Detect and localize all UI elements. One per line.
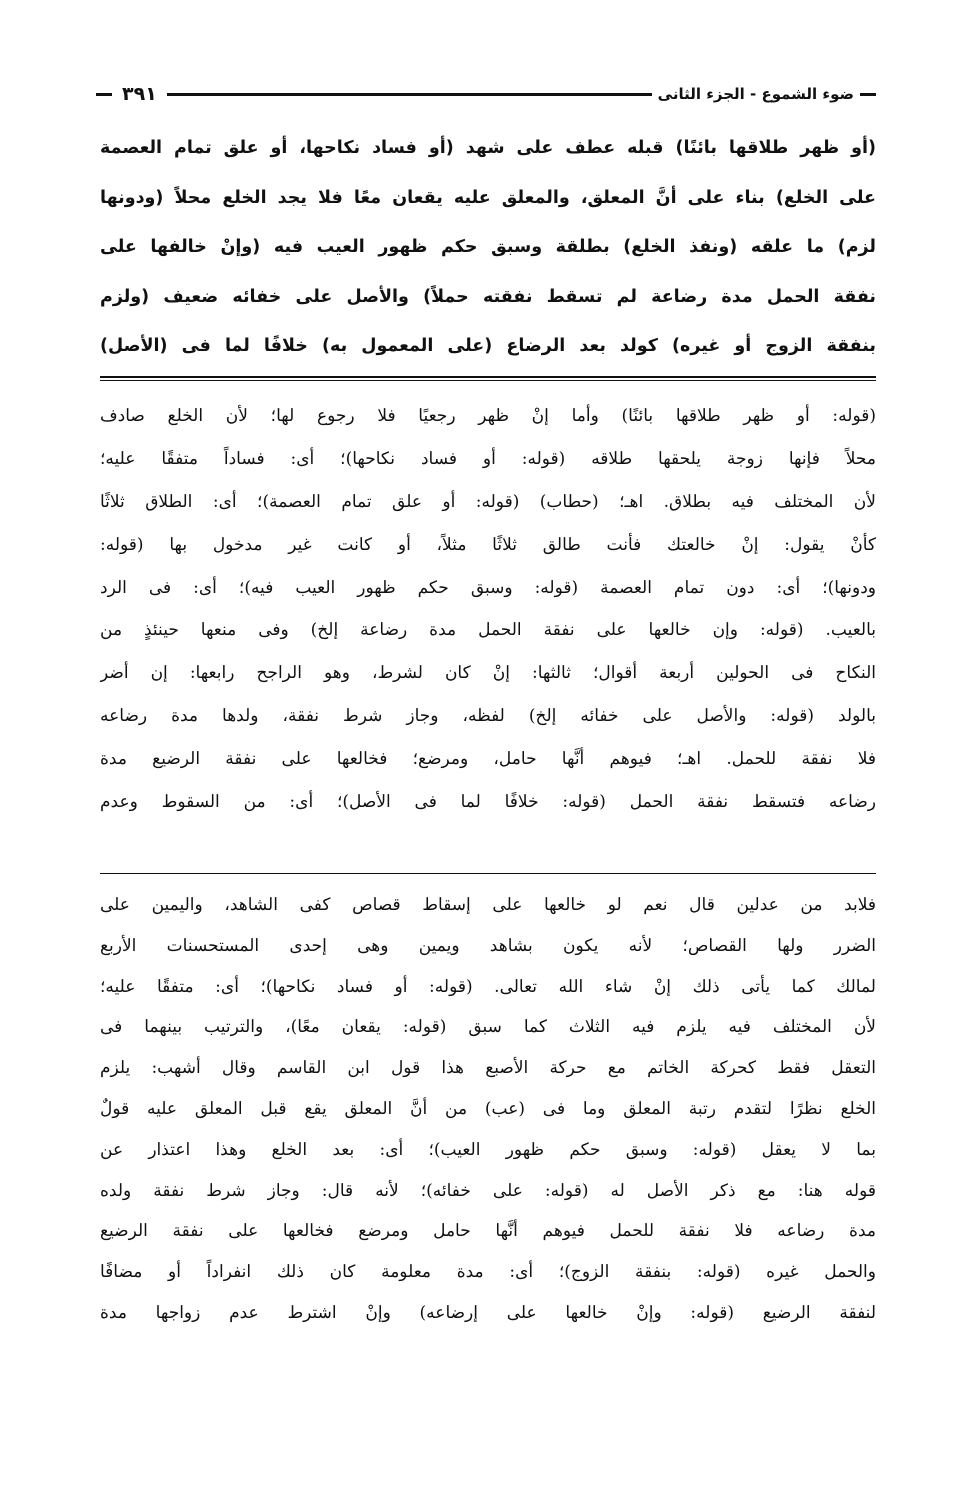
hashia-line: قوله هنا: مع ذكر الأصل له (قوله: على خفائه)؛ لأنه قال: وجاز شرط نفقة ولده [100, 1180, 876, 1201]
running-header [96, 82, 876, 106]
matn-line: لزم) ما علقه (ونفذ الخلع) بطلقة وسبق حكم ظهور العيب فيه (وإنْ خالفها على [100, 237, 876, 258]
matn-line: على الخلع) بناء على أنَّ المعلق، والمعلق عليه يقعان معًا فلا يجد الخلع محلاً (ودونها [100, 187, 876, 208]
hashia-line: لمالك كما يأتى ذلك إنْ شاء الله تعالى. (قوله: أو فساد نكاحها)؛ أى: متفقًا عليه؛ [100, 976, 876, 997]
double-divider [100, 376, 876, 381]
hashia-text [100, 885, 876, 1405]
header-dash [860, 93, 876, 96]
header-rule [167, 93, 652, 96]
hashia-line: التعقل فقط كحركة الخاتم مع حركة الأصبع هذا قول ابن القاسم وقال أشهب: يلزم [100, 1058, 876, 1079]
sharh-line: (قوله: أو ظهر طلاقها بائنًا) وأما إنْ ظهر رجعيًا فلا رجوع لها؛ لأن الخلع صادف [100, 406, 876, 426]
hashia-line: مدة رضاعه فلا نفقة للحمل فيوهم أنَّها حامل ومرضع فخالعها على نفقة الرضيع [100, 1221, 876, 1242]
page-number: ٣٩١ [122, 83, 157, 105]
hashia-line: لنفقة الرضيع (قوله: وإنْ خالعها على إرضاعه) وإنْ اشترط عدم زواجها مدة [100, 1302, 876, 1323]
sharh-line: ودونها)؛ أى: دون تمام العصمة (قوله: وسبق حكم ظهور العيب فيه)؛ أى: فى الرد [100, 577, 876, 598]
header-title: ضوء الشموع - الجزء الثانى [657, 85, 854, 103]
hashia-line: والحمل غيره (قوله: بنفقة الزوج)؛ أى: مدة معلومة كان ذلك انفراداً أو مضافًا [100, 1262, 876, 1283]
sharh-line: النكاح فى الحولين أربعة أقوال؛ ثالثها: إنْ كان لشرط، وهو الراجح رابعها: إن أضر [100, 663, 876, 684]
hashia-line: لأن المختلف فيه يلزم فيه الثلاث كما سبق (قوله: يقعان معًا)، والترتيب بينهما فى [100, 1017, 876, 1038]
sharh-line: محلاً فإنها زوجة يلحقها طلاقه (قوله: أو فساد نكاحها)؛ أى: فساداً متفقًا عليه؛ [100, 448, 876, 469]
sharh-line: لأن المختلف فيه بطلاق. اهـ؛ (حطاب) (قوله: أو علق تمام العصمة)؛ أى: الطلاق ثلاثًا [100, 491, 876, 512]
sharh-line: بالعيب. (قوله: وإن خالعها على نفقة الحمل مدة رضاعة إلخ) وفى منعها حينئذٍ من [100, 620, 876, 641]
sharh-line: كأنْ يقول: إنْ خالعتك فأنت طالق ثلاثًا مثلاً، أو كانت غير مدخول بها (قوله: [100, 534, 876, 555]
sharh-line: فلا نفقة للحمل. اهـ؛ فيوهم أنَّها حامل، ومرضع؛ فخالعها على نفقة الرضيع مدة [100, 749, 876, 770]
hashia-line: الضرر ولها القصاص؛ لأنه يكون بشاهد ويمين وهى إحدى المستحسنات الأربع [100, 935, 876, 956]
sharh-line: بالولد (قوله: والأصل على خفائه إلخ) لفظه، وجاز شرط نفقة، ولدها مدة رضاعه [100, 706, 876, 727]
header-dash [96, 93, 112, 96]
hashia-line: الخلع نظرًا لتقدم رتبة المعلق وما فى (عب) من أنَّ المعلق يقع قبل المعلق عليه قولٌ [100, 1098, 876, 1119]
matn-line: نفقة الحمل مدة رضاعة لم تسقط نفقته حملاً) والأصل على خفائه ضعيف (ولزم [100, 286, 876, 307]
matn-text [100, 124, 876, 372]
sharh-text [100, 395, 876, 867]
matn-line: (أو ظهر طلاقها بائنًا) قبله عطف على شهد (أو فساد نكاحها، أو علق تمام العصمة [100, 138, 876, 158]
hashia-line: بما لا يعقل (قوله: وسبق حكم ظهور العيب)؛ أى: بعد الخلع وهذا اعتذار عن [100, 1139, 876, 1160]
hashia-line: فلابد من عدلين قال نعم لو خالعها على إسقاط قصاص كفى الشاهد، واليمين على [100, 895, 876, 915]
sharh-line: رضاعه فتسقط نفقة الحمل (قوله: خلافًا لما فى الأصل)؛ أى: من السقوط وعدم [100, 792, 876, 813]
matn-line: بنفقة الزوج أو غيره) كولد بعد الرضاع (على المعمول به) خلافًا لما فى (الأصل) [100, 336, 876, 357]
footnote-divider [100, 873, 876, 874]
